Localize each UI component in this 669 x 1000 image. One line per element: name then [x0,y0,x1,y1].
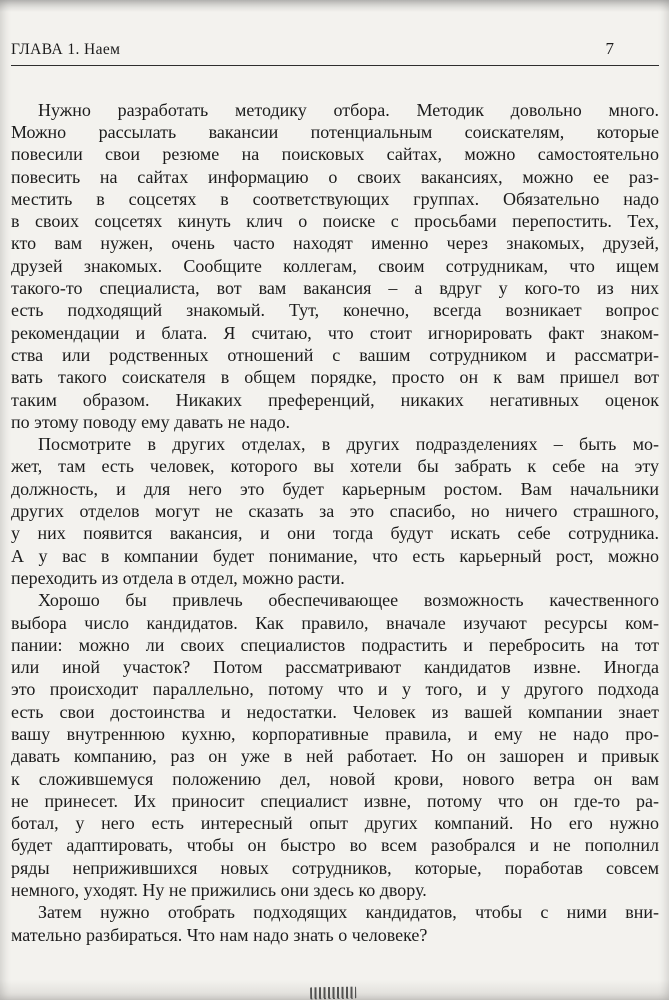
text-line: к сложившемуся положению дел, новой крови, нового ветра он вам [11,768,659,789]
text-line: таким образом. Никаких преференций, никаких негативных оценок [11,389,659,410]
paragraph [11,901,659,946]
text-line: друзей знакомых. Сообщите коллегам, своим сотрудникам, что ищем [11,255,659,276]
text-line: других отделов могут не сказать за это спасибо, но ничего страшного, [11,501,659,522]
text-line: будет адаптировать, чтобы он быстро во всем разобрался и не пополнил [11,835,659,856]
paragraph [11,589,659,901]
text-line: жет, там есть человек, которого вы хотели бы забрать к себе на эту [11,456,659,477]
text-line: переходить из отдела в отдел, можно расти. [11,567,345,588]
text-line: в своих соцсетях кинуть клич о поиске с просьбами перепостить. Тех, [11,211,659,232]
text-line: выбора число кандидатов. Как правило, вначале изучают ресурсы ком- [11,612,659,633]
header-rule [11,65,659,66]
text-line: по этому поводу ему давать не надо. [11,411,290,432]
text-line: ства или родственных отношений с вашим сотрудником и рассматри- [11,344,659,365]
text-line: это происходит параллельно, потому что и у того, и у другого подхода [11,679,659,700]
text-line: ряды неприжившихся новых сотрудников, которые, поработав совсем [11,857,659,878]
text-line: есть свои достоинства и недостатки. Человек из вашей компании знает [11,701,659,722]
text-line: вашу внутреннюю кухню, корпоративные правила, и ему не надо про- [11,724,659,744]
text-line: такого-то специалиста, вот вам вакансия – а вдруг у кого-то из них [11,278,659,299]
text-line: повесили свои резюме на поисковых сайтах, можно самостоятельно [11,144,659,165]
text-line: вать такого соискателя в общем порядке, просто он к вам пришел вот [11,367,659,388]
text-line: Нужно разработать методику отбора. Методик довольно много. [38,99,659,120]
text-line: у них появится вакансия, и они тогда будут искать себе сотрудника. [11,523,659,544]
scan-artifact [310,987,356,1000]
page-number: 7 [605,39,614,58]
text-line: должность, и для него это будет карьерным ростом. Вам начальники [11,478,659,499]
text-line: пании: можно ли своих специалистов подрастить и перебросить на тот [11,634,659,655]
body-text [11,99,659,946]
page-header [11,40,659,59]
text-line: немного, уходят. Ну не прижились они здесь ко двору. [11,880,427,901]
text-line: местить в соцсетях в соответствующих группах. Обязательно надо [11,188,659,209]
text-line: кто вам нужен, очень часто находят именно через знакомых, друзей, [11,233,659,254]
paragraph [11,433,659,589]
text-line: Хорошо бы привлечь обеспечивающее возможность качественного [38,590,659,611]
text-line: или иной участок? Потом рассматривают кандидатов извне. Иногда [11,657,659,678]
text-line: не принесет. Их приносит специалист извне, потому что он где-то ра- [11,790,659,811]
text-line: есть подходящий знакомый. Тут, конечно, всегда возникает вопрос [11,300,659,321]
text-line: мательно разбираться. Что нам надо знать о человеке? [11,924,428,945]
text-line: повесить на сайтах информацию о своих вакансиях, можно ее раз- [11,166,659,187]
text-line: А у вас в компании будет понимание, что есть карьерный рост, можно [11,545,659,566]
paragraph [11,99,659,433]
chapter-title: ГЛАВА 1. Наем [11,41,121,58]
text-line: ботал, у него есть интересный опыт других компаний. Но его нужно [11,813,659,834]
text-line: давать компанию, раз он уже в ней работает. Но он зашорен и привык [11,746,659,767]
text-line: Затем нужно отобрать подходящих кандидатов, чтобы с ними вни- [38,902,659,923]
text-line: рекомендации и блата. Я считаю, что стоит игнорировать факт знаком- [11,322,659,343]
text-line: Посмотрите в других отделах, в других подразделениях – быть мо- [38,434,659,455]
text-line: Можно рассылать вакансии потенциальным соискателям, которые [11,121,659,142]
